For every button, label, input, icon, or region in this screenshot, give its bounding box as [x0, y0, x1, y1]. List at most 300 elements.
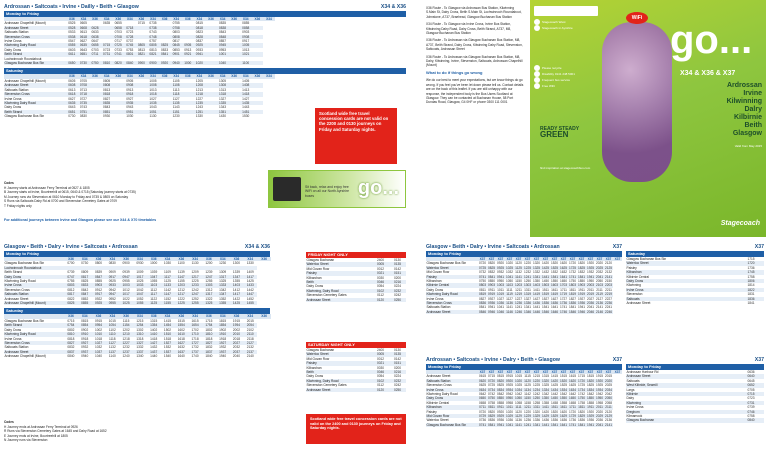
departure-time: 1903	[577, 283, 586, 288]
departure-time: 1236	[514, 301, 523, 306]
departure-time: 0647	[91, 39, 99, 44]
wifi-badge: WiFi	[626, 12, 648, 24]
stop-name: Dalry Cross	[4, 47, 22, 52]
departure-time: 1841	[577, 422, 586, 427]
departure-time: 1403	[532, 283, 541, 288]
departure-time: 1318	[136, 336, 144, 341]
stop-name: Dalry Cross	[426, 396, 478, 400]
service-number: X37	[479, 370, 486, 374]
departure-time: 1442	[550, 392, 559, 397]
departure-time: 1350	[532, 279, 541, 284]
departure-time: 0955	[122, 279, 130, 284]
departure-time: 0739	[747, 405, 755, 410]
departure-time: 1211	[524, 405, 531, 410]
departure-time: 1100	[240, 61, 252, 65]
stop-name: Kilbarchan	[306, 365, 322, 370]
table-row	[426, 310, 622, 314]
departure-time: 1518	[163, 336, 172, 341]
day-band: Monday to Friday	[4, 251, 270, 257]
departure-time: 2120	[604, 409, 613, 414]
departure-time: 1403	[230, 283, 244, 287]
departure-time: 0927	[487, 296, 496, 301]
departure-time: 1130	[191, 261, 199, 266]
departure-time: 2011	[587, 287, 594, 292]
day-band: Monday to Friday	[626, 364, 764, 370]
departure-time: 1141	[515, 422, 522, 427]
departure-time: 1013	[242, 47, 250, 52]
departure-time: 0627	[79, 39, 87, 44]
departure-time: 0835	[101, 101, 113, 105]
departure-time: 0805	[136, 43, 148, 47]
departure-time: 1827	[202, 341, 216, 345]
departure-time: 2125	[604, 265, 613, 270]
route-number: X37	[754, 244, 764, 250]
departure-time: 1711	[560, 287, 567, 292]
departure-time: 1619	[550, 292, 559, 297]
departure-time: 1736	[568, 418, 577, 423]
departure-time: 0750	[478, 279, 487, 284]
departure-time: 1315	[541, 374, 550, 379]
departure-time: 1637	[174, 350, 188, 354]
departure-time: 0845	[170, 43, 182, 47]
service-number: X37	[569, 257, 576, 261]
cover-place: Irvine	[743, 90, 762, 97]
departure-time: 1542	[559, 392, 568, 397]
panel-glasgow-to-ardrossan	[4, 244, 270, 460]
departure-time: 0618	[66, 92, 78, 96]
departure-time: 1337	[133, 350, 147, 354]
departure-time: 2241	[604, 305, 613, 310]
day-band: Saturday	[4, 68, 406, 74]
departure-time: 1136	[515, 418, 522, 423]
departure-time	[252, 61, 264, 65]
departure-time: 0940	[170, 61, 182, 65]
stop-name: Kilwinning Dalry Road	[4, 101, 66, 105]
departure-time: 1200	[205, 261, 213, 266]
departure-time: 1319	[523, 292, 532, 297]
departure-time: 1814	[747, 283, 755, 288]
departure-time: 0232	[389, 289, 406, 293]
departure-time: 1325	[532, 265, 541, 270]
departure-time: 1625	[559, 265, 568, 270]
departure-time: 1429	[541, 414, 550, 419]
departure-time: 1710	[188, 332, 202, 336]
cover-photo	[602, 22, 672, 182]
stop-name: Stevenston Cemetery Gates	[306, 293, 347, 298]
service-number: X36	[136, 17, 148, 21]
departure-time: 0813	[137, 47, 145, 52]
departure-time: 1741	[559, 305, 568, 310]
departure-time: 0005	[372, 352, 389, 356]
departure-time: 0250	[389, 298, 406, 302]
departure-time: 0758	[170, 26, 182, 30]
departure-time: 1252	[191, 296, 199, 301]
route-number: X37	[612, 244, 622, 250]
departure-time: 1340	[136, 354, 144, 359]
departure-time: 1330	[246, 261, 254, 266]
stop-name: Kilwinning, Dalry Road	[306, 289, 372, 293]
departure-time: 1009	[136, 270, 144, 275]
departure-time: 1051	[147, 110, 159, 114]
departure-time: 0628	[89, 26, 101, 30]
service-number: X36	[119, 314, 133, 318]
departure-time: 1918	[219, 336, 227, 341]
stop-name: Glasgow Buchanan	[306, 258, 335, 262]
departure-time: 0640	[738, 374, 764, 378]
departure-time: 0735	[149, 21, 157, 26]
panel-title	[4, 4, 406, 11]
departure-time: 0833	[78, 283, 92, 287]
departure-time: 0652	[738, 383, 764, 387]
departure-time: 0655	[114, 21, 122, 26]
departure-time: 1940	[219, 354, 227, 359]
departure-time: 1111	[515, 405, 522, 410]
departure-time: 0840	[738, 418, 764, 422]
cover-place: Beith	[744, 122, 762, 129]
departure-time: 0800	[94, 261, 103, 266]
departure-time: 2127	[243, 341, 257, 345]
departure-time: 0840	[124, 61, 136, 65]
departure-time: 1902	[219, 327, 227, 332]
departure-time: 0930	[136, 261, 144, 266]
departure-time: 1520	[550, 409, 559, 414]
departure-time: 2018	[232, 336, 240, 341]
departure-time: 0757	[149, 39, 157, 44]
stop-name: Glasgow Buchanan	[626, 418, 738, 422]
departure-time: 0224	[393, 284, 402, 289]
friday-night-title: FRIDAY NIGHT ONLY	[306, 252, 406, 258]
departure-time: 0855	[242, 21, 250, 26]
stop-name: Beith	[306, 280, 372, 284]
departure-time: 1920	[586, 409, 595, 414]
departure-time: 1127	[506, 296, 513, 301]
departure-time: 1636	[550, 301, 559, 306]
departure-time: 1433	[243, 283, 257, 287]
departure-time: 1118	[170, 92, 182, 96]
stop-name: Stevenston Cross	[4, 287, 30, 292]
departure-time: 1942	[595, 392, 604, 397]
service-number: X37	[524, 370, 531, 374]
service-number: X34	[243, 314, 257, 318]
departure-time: 0755	[67, 279, 75, 284]
departure-time: 1602	[177, 327, 185, 332]
route-description: X36 Route - To Ardrossan via Glasgow Buchanan Bus Station, M8, Dalry, Kilwinning, Irvine, Stevenston, Saltcoats, Ardrossan Chapelhill (Mount)	[426, 54, 523, 68]
stop-name: Waterloo Street	[426, 418, 449, 423]
departure-time: 1027	[149, 96, 157, 101]
departure-time: 1654	[188, 323, 202, 327]
departure-time: 2003	[586, 283, 595, 288]
departure-time: 1227	[119, 341, 133, 345]
departure-time: 1120	[515, 409, 522, 414]
departure-time: 0547	[68, 39, 76, 44]
service-number: X34	[105, 257, 119, 261]
departure-time: 1436	[532, 301, 541, 306]
departure-time: 0858	[496, 400, 505, 405]
departure-time: 0936	[496, 418, 505, 423]
departure-time: 1820	[577, 409, 586, 414]
departure-time: 0703	[114, 30, 122, 35]
departure-time: 2027	[230, 341, 244, 345]
stop-name: Kilbirnie Central	[426, 283, 478, 287]
day-band: Monday to Friday	[426, 251, 622, 257]
departure-time: 0934	[505, 387, 514, 392]
departure-time: 1529	[550, 414, 559, 419]
departure-time: 1810	[202, 332, 216, 336]
departure-time: 1227	[514, 296, 523, 301]
departure-time: 0847	[78, 292, 92, 296]
departure-time: 0658	[112, 26, 124, 30]
departure-time: 1351	[217, 110, 229, 114]
departure-time: 2025	[595, 265, 604, 270]
departure-time: 2036	[595, 418, 604, 423]
departure-time: 1155	[177, 279, 185, 284]
service-number: X36	[257, 257, 271, 261]
departure-time: 0224	[393, 374, 402, 379]
departure-time: 1119	[506, 292, 513, 297]
concession-warning	[315, 108, 397, 164]
cover-place: Kilbirnie	[733, 114, 762, 121]
departure-time: 1910	[216, 332, 230, 336]
cover-place: Dalry	[744, 106, 762, 113]
departure-time: 0755	[172, 21, 180, 26]
strip-item: Disability 0141 248 5001	[534, 71, 598, 77]
departure-time: 0627	[68, 96, 76, 101]
departure-time: 1141	[515, 274, 522, 279]
departure-time: 1815	[219, 318, 227, 323]
departure-time: 1046	[496, 309, 505, 314]
departure-time: 1017	[119, 292, 133, 296]
departure-time: 0730	[68, 114, 76, 119]
departure-time: 1741	[568, 274, 577, 279]
stop-name: Saltcoats	[626, 378, 640, 383]
departure-time: 0635	[66, 101, 78, 105]
departure-time: 0717	[114, 39, 122, 44]
departure-time: 1919	[577, 292, 586, 297]
departure-time: 1052	[136, 296, 144, 301]
departure-time: 1827	[568, 296, 577, 301]
departure-time: 1000	[150, 261, 158, 266]
departure-time: 0734	[487, 387, 496, 392]
departure-time: 1042	[136, 287, 144, 292]
departure-time: 2137	[243, 350, 257, 354]
departure-time: 1312	[205, 287, 213, 292]
departure-time: 1936	[586, 418, 595, 423]
departure-time: 1632	[177, 345, 185, 350]
stop-name: Stevenston Cross	[426, 301, 478, 305]
stop-name: Waterloo Street	[426, 266, 478, 270]
departure-time: 1205	[195, 78, 203, 83]
departure-time: 0941	[194, 52, 206, 56]
departure-time: 2400	[376, 258, 385, 262]
service-number: X36	[252, 74, 264, 78]
day-band: Monday to Friday	[426, 364, 622, 370]
departure-time: 2140	[246, 354, 254, 359]
service-number: X34	[133, 257, 147, 261]
departure-time: 1525	[559, 383, 568, 388]
departure-time: 1458	[550, 400, 559, 405]
departure-time: 1055	[133, 301, 147, 305]
service-number: X34	[170, 74, 182, 78]
panel-x37-side	[626, 244, 764, 305]
departure-time: 2058	[604, 400, 613, 405]
departure-time: 0929	[496, 414, 505, 419]
route-number: X34 & X36	[244, 244, 270, 250]
departure-time: 1005	[149, 78, 157, 83]
cover-places	[680, 82, 762, 138]
departure-time: 0832	[67, 345, 75, 350]
night-timetable	[306, 258, 406, 302]
departure-time: 1412	[232, 287, 240, 292]
departure-time: 0736	[478, 418, 487, 423]
inspiration-text: find inspiration at stagecoachbus.com	[540, 166, 591, 170]
departure-time: 1515	[559, 374, 568, 379]
departure-time: 0903	[242, 30, 250, 35]
departure-time: 0958	[505, 400, 514, 405]
concession-warning-text: Scotland wide free travel concession cards are not valid on the 2200 and 0130 journeys on Friday and Saturday nights.	[319, 111, 389, 132]
departure-time: 1127	[172, 96, 180, 101]
departure-time: 1327	[523, 296, 532, 301]
stop-name: Glasgow Buchanan Bus Stn	[626, 257, 667, 261]
stop-name: Ardrossan Street	[626, 374, 738, 378]
departure-time: 1447	[243, 292, 257, 296]
departure-time: 1241	[523, 274, 532, 279]
stop-name: Lochwinnoch Roundabout	[4, 266, 64, 270]
service-number: X34	[78, 74, 90, 78]
route-number: X34 & X36	[380, 4, 406, 10]
departure-time: 1030	[163, 261, 172, 266]
stop-name: Beith	[306, 370, 372, 374]
departure-time: 0900	[147, 61, 159, 65]
departure-time: 0655	[89, 43, 101, 47]
departure-time: 1941	[586, 422, 595, 427]
departure-time: 0743	[149, 30, 157, 35]
departure-time: 1520	[550, 261, 559, 266]
departure-time: 1408	[240, 83, 252, 87]
departure-time: 1347	[230, 275, 244, 279]
route-description: X34 Route - To Glasgow via Irvine Cross, Irvine Bus Station, Kilwinning Dalry Road, Dalry Cross, Beith Strand, A737, M8, Glasgow Buchanan Bus Station	[426, 22, 512, 36]
departure-time: 0925	[92, 301, 106, 305]
departure-time: 1227	[195, 96, 203, 101]
departure-time: 1105	[172, 78, 180, 83]
stop-name: Kilwinning Dalry Road	[426, 292, 478, 296]
departure-time: 1320	[532, 409, 541, 414]
departure-time	[112, 114, 124, 118]
departure-time: 1018	[147, 92, 159, 96]
departure-time	[228, 114, 240, 118]
departure-time: 1322	[205, 296, 213, 301]
departure-time: 2129	[604, 414, 613, 419]
stop-name: Ardrossan Street	[306, 388, 372, 392]
departure-time: 0851	[101, 110, 113, 114]
table-row	[4, 114, 275, 118]
departure-time: 1415	[550, 374, 559, 379]
service-number: X36	[64, 314, 78, 318]
stop-name: Ardrossan Street	[626, 301, 651, 306]
route-description: X36 Route - To Glasgow via Ardrossan Bus Station, Kilwinning S.Main St, Dalry Cross, Beith S.Main St, Lochwinnoch Roundabout, Johnstone, A737, Braehead, Glasgow Buchanan Bus Station	[426, 6, 522, 19]
departure-time: 1450	[550, 396, 559, 401]
departure-time: 2020	[595, 409, 604, 414]
departure-time: 1546	[541, 309, 550, 314]
stop-name: Ardrossan Chapelhill (Mount)	[4, 354, 46, 359]
departure-time: 0945	[217, 43, 229, 47]
departure-time: 0725	[112, 43, 124, 47]
departure-time: 1043	[149, 105, 157, 110]
departure-time: 1336	[523, 301, 532, 306]
departure-time: 1618	[177, 336, 185, 341]
service-number: X37	[587, 257, 594, 261]
departure-time: 0130	[393, 258, 402, 262]
departure-time: 1350	[541, 396, 550, 401]
timetable	[4, 257, 271, 305]
service-number: X37	[587, 370, 594, 374]
service-number: X37	[560, 257, 567, 261]
departure-time: 1430	[218, 114, 227, 119]
stop-name: Dalry Cross	[4, 327, 22, 332]
departure-time: 1541	[550, 274, 559, 279]
departure-time: 1103	[506, 283, 513, 288]
departure-time: 0030	[376, 365, 385, 370]
phone-icon	[273, 177, 301, 201]
departure-time: 1736	[559, 301, 568, 306]
service-number: X34	[78, 257, 92, 261]
panel-title: Glasgow • Beith • Dalry • Irvine • Saltcoats • Ardrossan X37	[426, 244, 622, 250]
departure-time: 0232	[389, 379, 406, 383]
departure-time: 1650	[559, 279, 568, 284]
departure-time: 1818	[205, 336, 213, 341]
friday-night-table	[306, 252, 406, 302]
departure-time: 1625	[568, 383, 577, 388]
departure-time: 1502	[163, 327, 172, 332]
cover-place: Kilwinning	[726, 98, 762, 105]
saturday-night-title: SATURDAY NIGHT ONLY	[306, 342, 406, 348]
departure-time: 2400	[376, 348, 385, 352]
service-number: X36	[257, 314, 271, 318]
departure-time: 0608	[66, 83, 78, 87]
departure-time: 1530	[242, 114, 250, 119]
stop-name: Saltcoats Station	[426, 379, 478, 383]
departure-time: 0021	[372, 361, 389, 365]
departure-time: 0715	[738, 392, 764, 396]
stop-name: Ardrossan Street	[426, 374, 451, 379]
departure-time: 0847	[92, 275, 106, 279]
departure-time: 1720	[577, 378, 586, 383]
stop-name: Kilwinning Dalry Road	[4, 43, 66, 47]
departure-time: 1218	[122, 336, 130, 341]
departure-time: 1313	[218, 87, 227, 92]
departure-time: 0810	[101, 61, 113, 65]
departure-time: 2127	[595, 296, 604, 301]
table-row	[426, 423, 622, 427]
departure-time: 1003	[119, 283, 133, 287]
departure-time: 0837	[195, 39, 203, 44]
departure-time: 2102	[246, 327, 254, 332]
stop-name: Irvine Cross	[4, 336, 22, 341]
departure-time: 1325	[202, 301, 216, 305]
departure-time: 1041	[496, 305, 505, 310]
stop-name: Saltcoats Station	[4, 87, 29, 92]
service-number: X37	[578, 370, 585, 374]
stop-name: Kilbarchan	[426, 405, 478, 409]
departure-time: 1541	[550, 422, 559, 427]
service-number: X36	[92, 257, 106, 261]
departure-time: 1203	[514, 283, 523, 288]
departure-time: 0735	[78, 101, 90, 105]
cover-routes: X34 & X36 & X37	[680, 70, 736, 77]
departure-time: 1641	[559, 274, 568, 279]
departure-time: 1035	[147, 101, 159, 105]
departure-time: 0005	[372, 262, 389, 266]
departure-time: 1420	[550, 378, 559, 383]
